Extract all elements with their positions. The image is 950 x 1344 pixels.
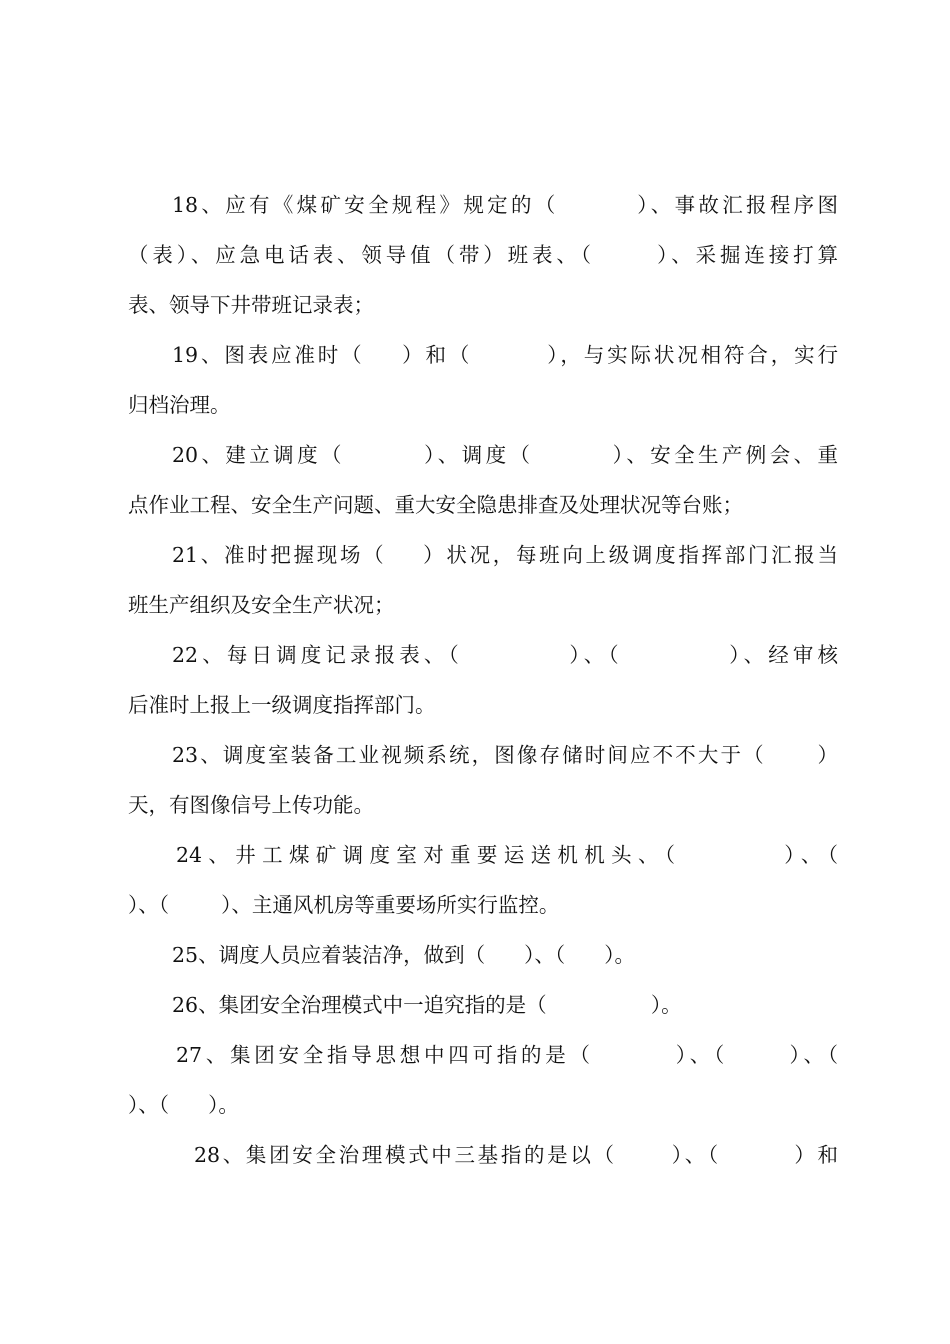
item-20-line-1: 20、建立调度（ ）、调度（ ）、安全生产例会、重 xyxy=(172,443,838,467)
item-24-line-2: ）、（ ）、主通风机房等重要场所实行监控。 xyxy=(128,893,560,917)
item-23-line-1: 23、调度室装备工业视频系统，图像存储时间应不不大于（ ） xyxy=(172,743,838,767)
item-21-line-2: 班生产组织及安全生产状况； xyxy=(128,593,395,617)
item-22-line-2: 后准时上报上一级调度指挥部门。 xyxy=(128,693,436,717)
item-25-line-1: 25、调度人员应着装洁净，做到（ ）、（ ）。 xyxy=(172,943,636,967)
item-27-line-1: 27、集团安全指导思想中四可指的是（ ）、（ ）、（ xyxy=(176,1043,838,1067)
item-26-line-1: 26、集团安全治理模式中一追究指的是（ ）。 xyxy=(172,993,682,1017)
item-18-line-3: 表、领导下井带班记录表； xyxy=(128,293,374,317)
item-27-line-2: ）、（ ）。 xyxy=(128,1093,239,1117)
item-28-line-1: 28、集团安全治理模式中三基指的是以（ ）、（ ）和 xyxy=(194,1143,838,1167)
item-20-line-2: 点作业工程、安全生产问题、重大安全隐患排查及处理状况等台账； xyxy=(128,493,743,517)
item-22-line-1: 22、每日调度记录报表、（ ）、（ ）、经审核 xyxy=(172,643,838,667)
item-18-line-2: （表）、应急电话表、领导值（带）班表、（ ）、采掘连接打算 xyxy=(128,243,838,267)
item-21-line-1: 21、准时把握现场（ ）状况，每班向上级调度指挥部门汇报当 xyxy=(172,543,838,567)
item-24-line-1: 24、井工煤矿调度室对重要运送机机头、（ ）、（ xyxy=(176,843,838,867)
item-19-line-2: 归档治理。 xyxy=(128,393,231,417)
item-23-line-2: 天，有图像信号上传功能。 xyxy=(128,793,374,817)
item-18-line-1: 18、应有《煤矿安全规程》规定的（ ）、事故汇报程序图 xyxy=(172,193,838,217)
item-19-line-1: 19、图表应准时（ ）和（ ），与实际状况相符合，实行 xyxy=(172,343,838,367)
